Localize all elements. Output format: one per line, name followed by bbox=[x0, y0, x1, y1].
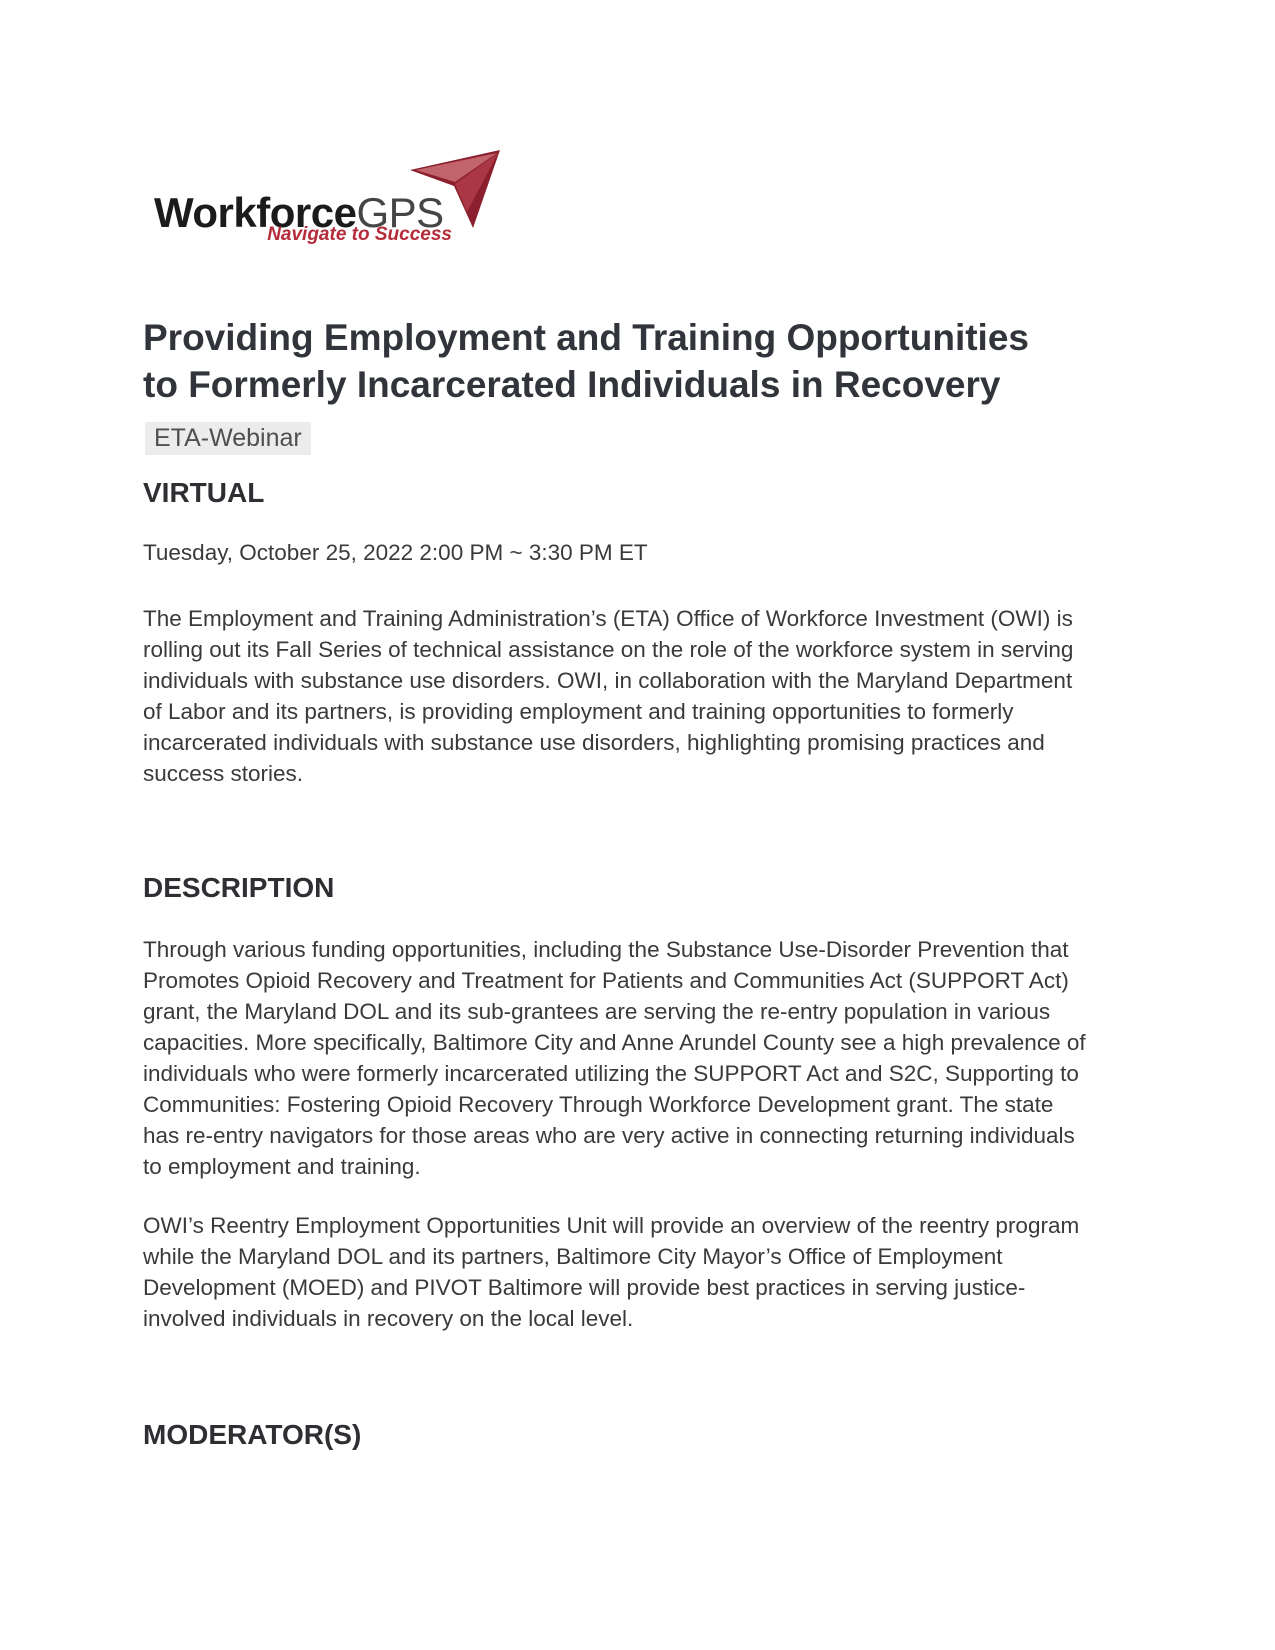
description-paragraph-2: OWI’s Reentry Employment Opportunities Unit will provide an overview of the reentry program while the Maryland DOL and its partners, Baltimore City Mayor’s Office of Employment Development (MOED) and PIVOT Baltimore will provide best practices in serving justice-involved individuals in recovery on the local level. bbox=[143, 1213, 1080, 1331]
logo-wordmark-secondary: GPS bbox=[356, 189, 444, 236]
event-datetime: Tuesday, October 25, 2022 2:00 PM ~ 3:30 PM ET bbox=[143, 540, 648, 565]
workforcegps-logo bbox=[150, 137, 510, 257]
logo-wordmark-primary: Workforce bbox=[154, 189, 357, 236]
virtual-heading: VIRTUAL bbox=[143, 477, 265, 508]
intro-paragraph: The Employment and Training Administration’s (ETA) Office of Workforce Investment (OWI) is rolling out its Fall Series of technical assistance on the role of the workforce system in serving individuals with substance use disorders. OWI, in collaboration with the Maryland Department of Labor and its partners, is providing employment and training opportunities to formerly incarcerated individuals with substance use disorders, highlighting promising practices and success stories. bbox=[143, 606, 1074, 786]
event-type-badge: ETA-Webinar bbox=[145, 422, 311, 455]
moderators-heading: MODERATOR(S) bbox=[143, 1419, 362, 1450]
logo-tagline: Navigate to Success bbox=[267, 224, 452, 245]
description-heading: DESCRIPTION bbox=[143, 872, 335, 903]
event-title: Providing Employment and Training Opportunities to Formerly Incarcerated Individuals in Recovery bbox=[143, 317, 1029, 405]
description-paragraph-1: Through various funding opportunities, including the Substance Use-Disorder Prevention that Promotes Opioid Recovery and Treatment for Patients and Communities Act (SUPPORT Act) grant, the Maryland DOL and its sub-grantees are serving the re-entry population in various capacities. More specifically, Baltimore City and Anne Arundel County see a high prevalence of individuals who were formerly incarcerated utilizing the SUPPORT Act and S2C, Supporting to Communities: Fostering Opioid Recovery Through Workforce Development grant. The state has re-entry navigators for those areas who are very active in connecting returning individuals to employment and training. bbox=[143, 937, 1086, 1179]
